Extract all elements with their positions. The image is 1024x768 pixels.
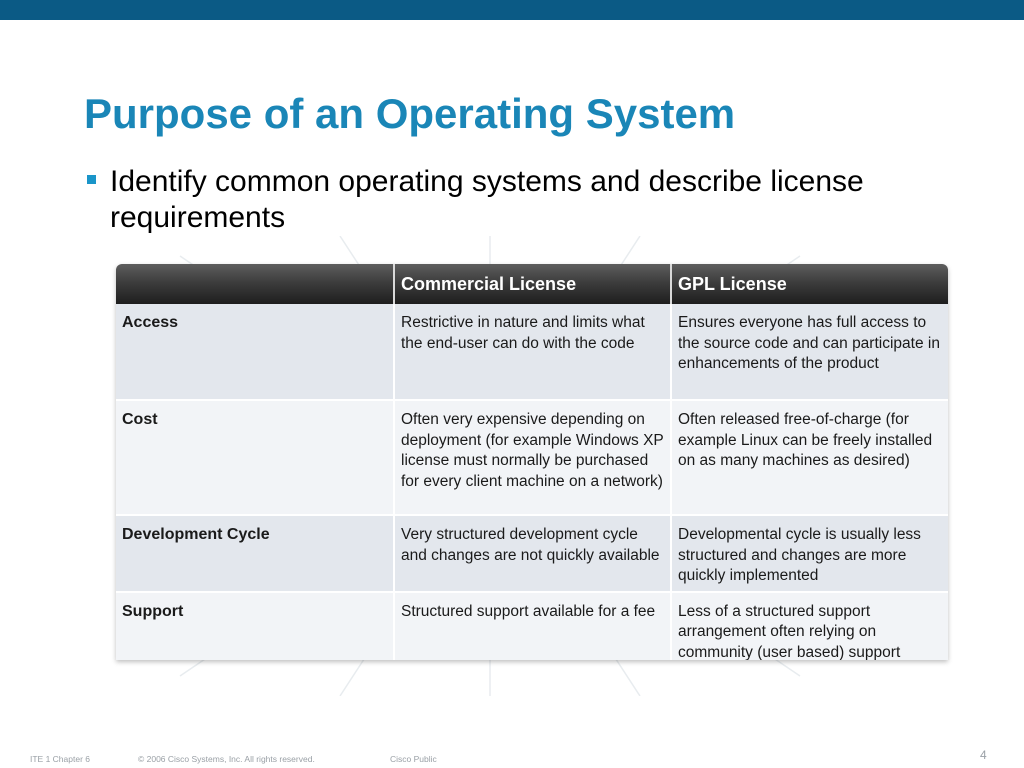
gpl-cell: Ensures everyone has full access to the source code and can participate in enhancements of the product	[671, 304, 948, 400]
footer-classification: Cisco Public	[390, 754, 437, 764]
row-label: Support	[116, 592, 394, 661]
header-commercial-license: Commercial License	[394, 264, 671, 304]
table-row-support	[116, 592, 948, 661]
page-number: 4	[980, 748, 987, 762]
table-row-access	[116, 304, 948, 400]
footer-copyright: © 2006 Cisco Systems, Inc. All rights reserved.	[138, 754, 315, 764]
bullet-text: Identify common operating systems and describe license requirements	[110, 165, 864, 234]
table-row-cost	[116, 400, 948, 515]
top-banner	[0, 0, 1024, 20]
footer-course: ITE 1 Chapter 6	[30, 754, 91, 764]
table-row-development-cycle	[116, 515, 948, 592]
license-comparison-table	[116, 264, 948, 660]
commercial-cell: Restrictive in nature and limits what the end-user can do with the code	[394, 304, 671, 400]
header-blank	[116, 264, 394, 304]
square-bullet-icon	[87, 175, 96, 184]
row-label: Development Cycle	[116, 515, 394, 592]
gpl-cell: Often released free-of-charge (for example Linux can be freely installed on as many machines as desired)	[671, 400, 948, 515]
table-header-row	[116, 264, 948, 304]
gpl-cell: Less of a structured support arrangement often relying on community (user based) support	[671, 592, 948, 661]
commercial-cell: Structured support available for a fee	[394, 592, 671, 661]
gpl-cell: Developmental cycle is usually less structured and changes are more quickly implemented	[671, 515, 948, 592]
row-label: Cost	[116, 400, 394, 515]
header-gpl-license: GPL License	[671, 264, 948, 304]
commercial-cell: Often very expensive depending on deployment (for example Windows XP license must normally be purchased for every client machine on a network)	[394, 400, 671, 515]
row-label: Access	[116, 304, 394, 400]
slide-title: Purpose of an Operating System	[84, 90, 736, 137]
commercial-cell: Very structured development cycle and changes are not quickly available	[394, 515, 671, 592]
